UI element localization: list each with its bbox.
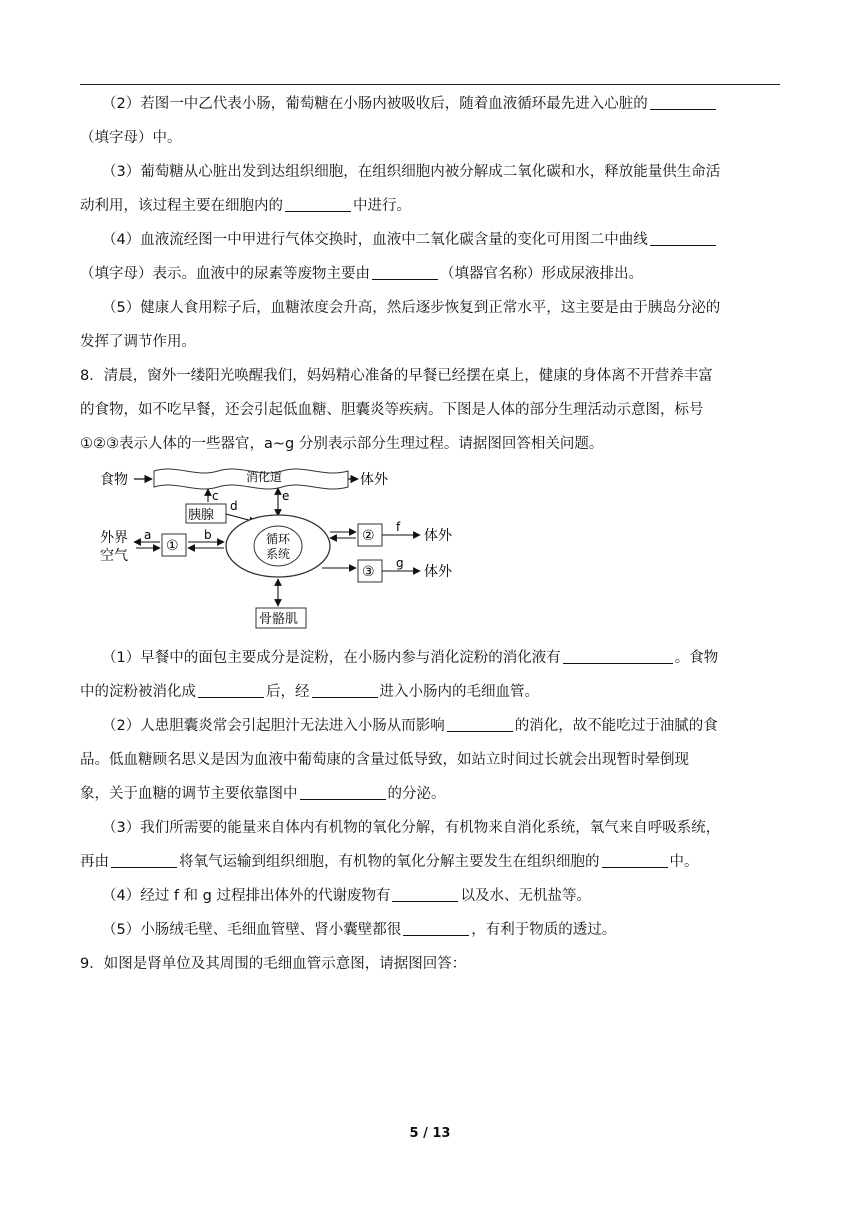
q8-p1-line2: 中的淀粉被消化成 后，经 进入小肠内的毛细血管。 [80,684,539,700]
label-c: c [212,489,219,503]
header-rule [80,84,780,85]
answer-blank[interactable] [447,716,513,732]
q8-p2-line2: 品。低血糖顾名思义是因为血液中葡萄康的含量过低导致，如站立时间过长就会出现暂时晕倒现 [80,752,689,768]
air-label-1: 外界 [100,530,128,546]
answer-blank[interactable] [650,230,716,246]
organ-3-label: ③ [362,564,375,580]
q7-p4-line2: （填字母）表示。血液中的尿素等废物主要由 （填器官名称）形成尿液排出。 [80,266,643,282]
answer-blank[interactable] [392,886,458,902]
answer-blank[interactable] [650,94,716,110]
label-d: d [230,499,238,513]
circulatory-label-2: 系统 [266,547,291,561]
q7-p5-line1: （5）健康人食用粽子后，血糖浓度会升高，然后逐步恢复到正常水平，这主要是由于胰岛分泌的 [102,300,721,316]
answer-blank[interactable] [312,682,378,698]
q8-p2-line1: （2）人患胆囊炎常会引起胆汁无法进入小肠从而影响 的消化，故不能吃过于油腻的食 [102,718,718,734]
organ-1-label: ① [166,538,179,554]
out-label-2: 体外 [424,528,452,544]
answer-blank[interactable] [403,920,469,936]
answer-blank[interactable] [198,682,264,698]
label-b: b [204,528,212,542]
label-e: e [282,489,290,503]
food-label: 食物 [100,472,128,488]
q7-p3-line1: （3）葡萄糖从心脏出发到达组织细胞，在组织细胞内被分解成二氧化碳和水，释放能量供生命活 [102,164,721,180]
digestive-tract-label: 消化道 [246,470,283,484]
q8-p3-line2: 再由 将氧气运输到组织细胞，有机物的氧化分解主要发生在组织细胞的 中。 [80,854,699,870]
q7-p3-line2: 动利用，该过程主要在细胞内的 中进行。 [80,198,411,214]
q8-p2-line3: 象，关于血糖的调节主要依靠图中 的分泌。 [80,786,446,802]
answer-blank[interactable] [372,264,438,280]
label-a: a [144,528,152,542]
q8-intro-line1: 8．清晨，窗外一缕阳光唤醒我们，妈妈精心准备的早餐已经摆在桌上，健康的身体离不开营养丰富 [80,368,713,384]
q7-p5-line2: 发挥了调节作用。 [80,334,196,350]
q9-intro: 9．如图是肾单位及其周围的毛细血管示意图，请据图回答： [80,956,467,972]
circulatory-label-1: 循环 [266,532,291,546]
pancreas-label: 胰腺 [188,508,215,523]
label-g: g [396,556,404,570]
answer-blank[interactable] [111,852,177,868]
page-number: 5 / 13 [409,1126,451,1141]
answer-blank[interactable] [300,784,386,800]
q7-p2-line2: （填字母）中。 [80,130,182,146]
q7-p2-line1: （2）若图一中乙代表小肠，葡萄糖在小肠内被吸收后，随着血液循环最先进入心脏的 [102,94,718,114]
q7-p4-line1: （4）血液流经图一中甲进行气体交换时，血液中二氧化碳含量的变化可用图二中曲线 [102,230,718,250]
answer-blank[interactable] [285,196,351,212]
q8-intro-line2: 的食物，如不吃早餐，还会引起低血糖、胆囊炎等疾病。下图是人体的部分生理活动示意图，标号 [80,402,704,418]
q8-p5-line1: （5）小肠绒毛壁、毛细血管壁、肾小囊壁都很 ，有利于物质的透过。 [102,922,617,938]
out-label-1: 体外 [360,472,388,488]
q8-intro-line3: ①②③表示人体的一些器官，a~g 分别表示部分生理过程。请据图回答相关问题。 [80,436,604,452]
muscle-label: 骨骼肌 [259,612,299,627]
answer-blank[interactable] [602,852,668,868]
label-f: f [396,520,401,534]
q8-p1-line1: （1）早餐中的面包主要成分是淀粉，在小肠内参与消化淀粉的消化液有 。食物 [102,650,719,666]
out-label-3: 体外 [424,564,452,580]
physiology-diagram [96,460,476,636]
air-label-2: 空气 [100,548,128,564]
organ-2-label: ② [362,528,375,544]
q8-p3-line1: （3）我们所需要的能量来自体内有机物的氧化分解，有机物来自消化系统，氧气来自呼吸系统， [102,820,721,836]
answer-blank[interactable] [563,648,673,664]
q8-p4-line1: （4）经过 f 和 g 过程排出体外的代谢废物有 以及水、无机盐等。 [102,888,591,904]
